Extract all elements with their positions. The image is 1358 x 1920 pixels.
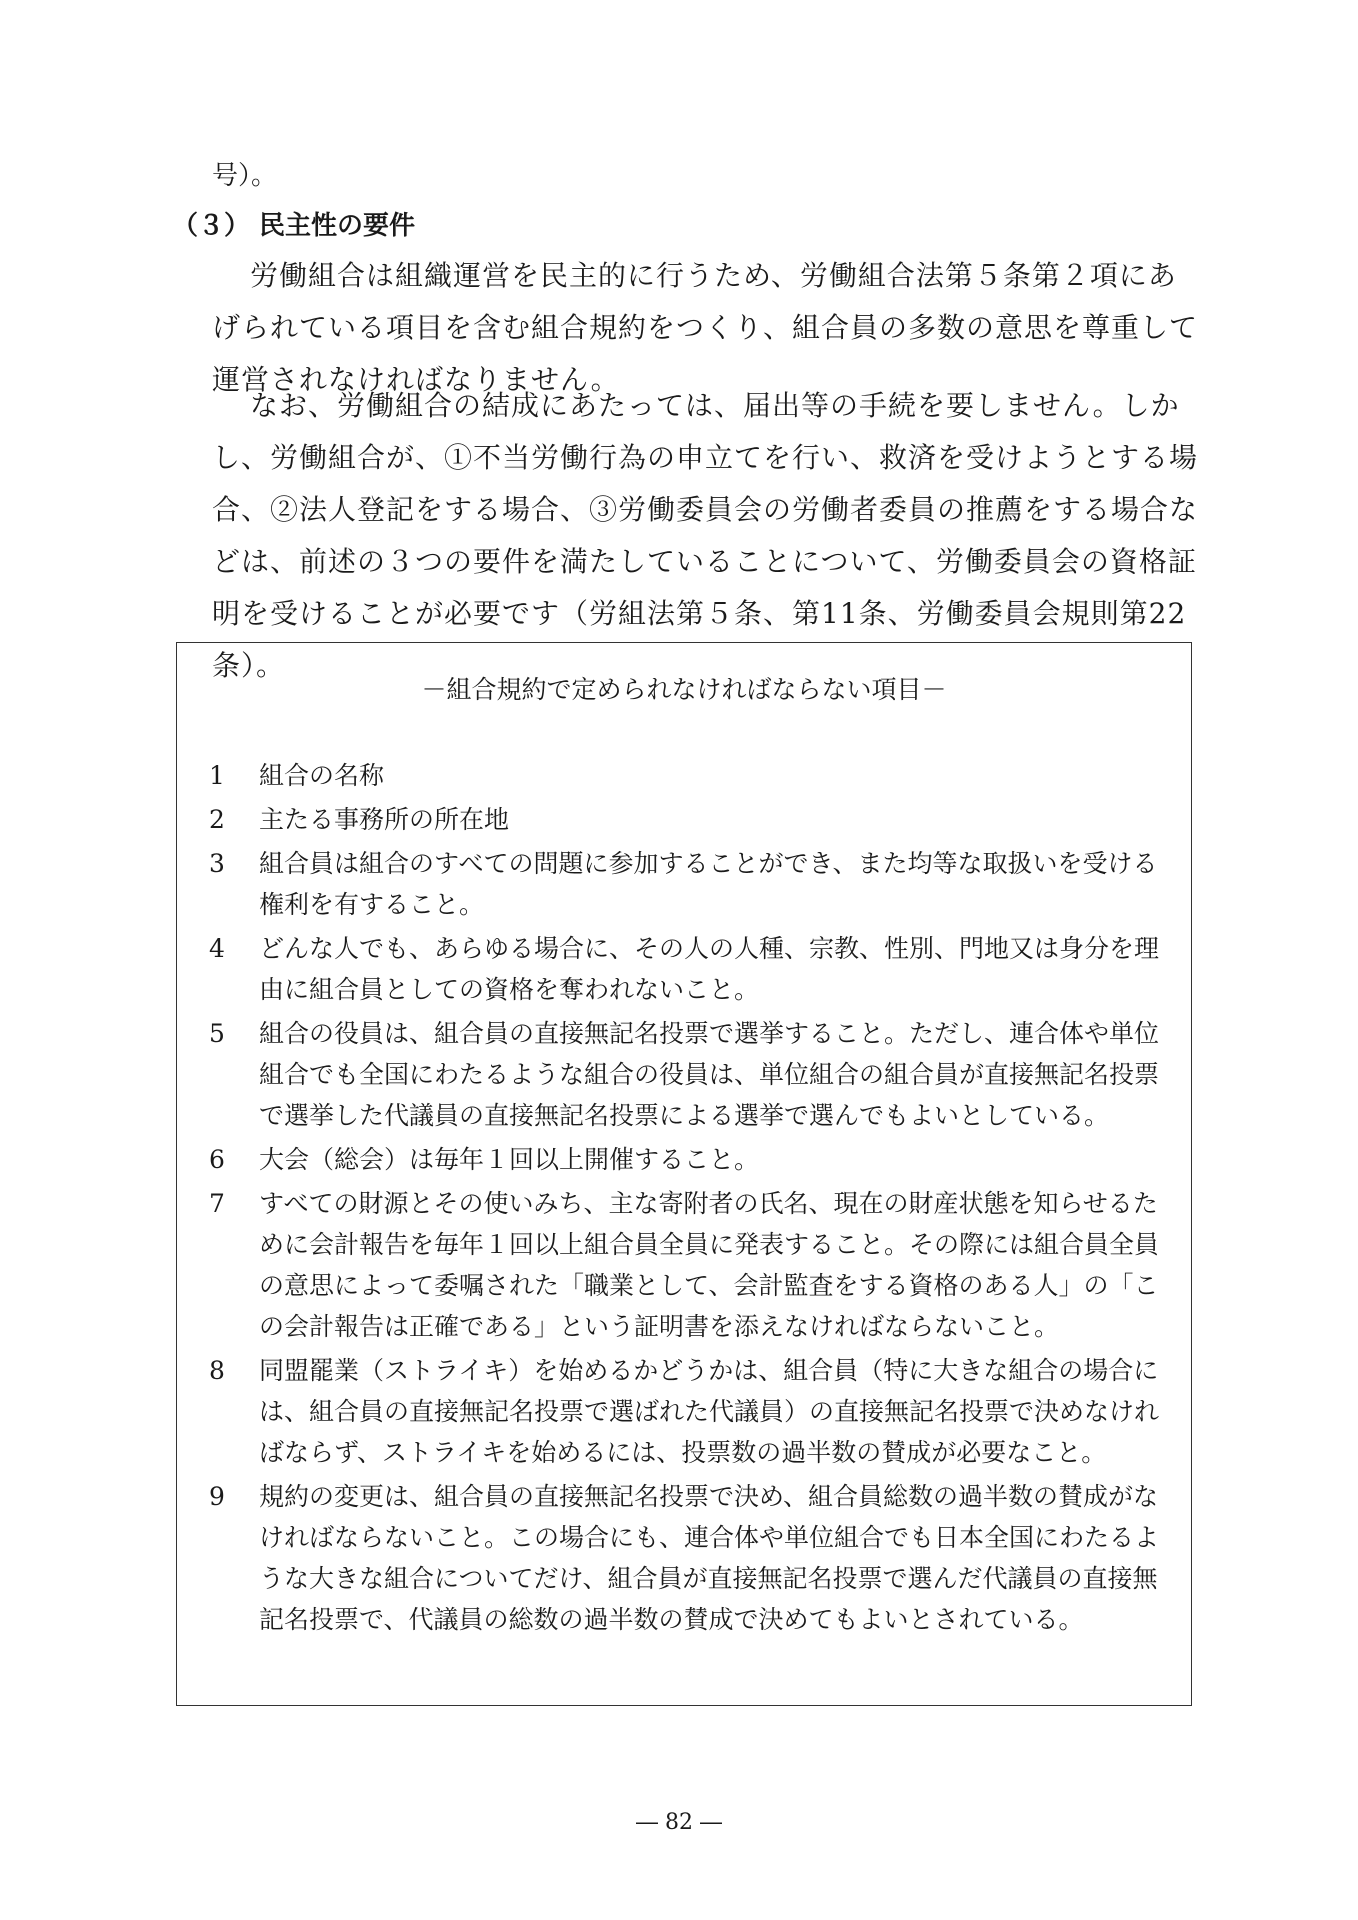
page-number: ― 82 ― [636, 1810, 722, 1835]
box-title: －組合規約で定められなければならない項目－ [421, 675, 947, 704]
list-item [209, 1013, 1159, 1136]
item-number: 2 [209, 805, 225, 834]
item-number: 4 [209, 934, 225, 963]
item-text: 大会（総会）は毎年１回以上開催すること。 [259, 1145, 760, 1174]
item-text: 組合の名称 [259, 761, 385, 790]
item-text: 組合員は組合のすべての問題に参加することができ、また均等な取扱いを受ける権利を有すること。 [259, 849, 1158, 919]
item-text: 同盟罷業（ストライキ）を始めるかどうかは、組合員（特に大きな組合の場合には、組合員の直接無記名投票で選ばれた代議員）の直接無記名投票で決めなければならず、ストライキを始めるには、投票数の過半数の賛成が必要なこと。 [259, 1356, 1160, 1467]
item-number: 7 [209, 1189, 225, 1218]
list-item [209, 755, 1159, 796]
list-item [209, 928, 1159, 1010]
continuation-text: 号）。 [212, 161, 278, 191]
item-text: 組合の役員は、組合員の直接無記名投票で選挙すること。ただし、連合体や単位組合でも全国にわたるような組合の役員は、単位組合の組合員が直接無記名投票で選挙した代議員の直接無記名投票による選挙で選んでもよいとしている。 [259, 1019, 1160, 1130]
item-text: どんな人でも、あらゆる場合に、その人の人種、宗教、性別、門地又は身分を理由に組合員としての資格を奪われないこと。 [259, 934, 1160, 1004]
item-number: 3 [209, 849, 225, 878]
section-heading: （３） 民主性の要件 [172, 211, 416, 241]
list-item [209, 1139, 1159, 1180]
list-item [209, 799, 1159, 840]
list-item [209, 1476, 1159, 1640]
item-text: 主たる事務所の所在地 [259, 805, 510, 834]
list-item [209, 843, 1159, 925]
item-number: 9 [209, 1482, 225, 1511]
paragraph-2: なお、労働組合の結成にあたっては、届出等の手続を要しません。しかし、労働組合が、①不当労働行為の申立てを行い、救済を受けようとする場合、②法人登記をする場合、③労働委員会の労働者委員の推薦をする場合などは、前述の３つの要件を満たしていることについて、労働委員会の資格証明を受けることが必要です（労組法第５条、第11条、労働委員会規則第22条）。 [212, 389, 1199, 682]
item-text: 規約の変更は、組合員の直接無記名投票で決め、組合員総数の過半数の賛成がなければならないこと。この場合にも、連合体や単位組合でも日本全国にわたるような大きな組合についてだけ、組合員が直接無記名投票で選んだ代議員の直接無記名投票で、代議員の総数の過半数の賛成で決めてもよいとされている。 [259, 1482, 1160, 1634]
item-number: 8 [209, 1356, 225, 1385]
item-number: 5 [209, 1019, 225, 1048]
item-number: 6 [209, 1145, 225, 1174]
paragraph-1: 労働組合は組織運営を民主的に行うため、労働組合法第５条第２項にあげられている項目を含む組合規約をつくり、組合員の多数の意思を尊重して運営されなければなりません。 [212, 259, 1199, 396]
item-text: すべての財源とその使いみち、主な寄附者の氏名、現在の財産状態を知らせるために会計報告を毎年１回以上組合員全員に発表すること。その際には組合員全員の意思によって委嘱された「職業として、会計監査をする資格のある人」の「この会計報告は正確である」という証明書を添えなければならないこと。 [259, 1189, 1160, 1341]
item-number: 1 [209, 761, 225, 790]
list-item [209, 1183, 1159, 1347]
requirements-box [176, 642, 1192, 1706]
requirements-list [209, 755, 1159, 1643]
list-item [209, 1350, 1159, 1473]
